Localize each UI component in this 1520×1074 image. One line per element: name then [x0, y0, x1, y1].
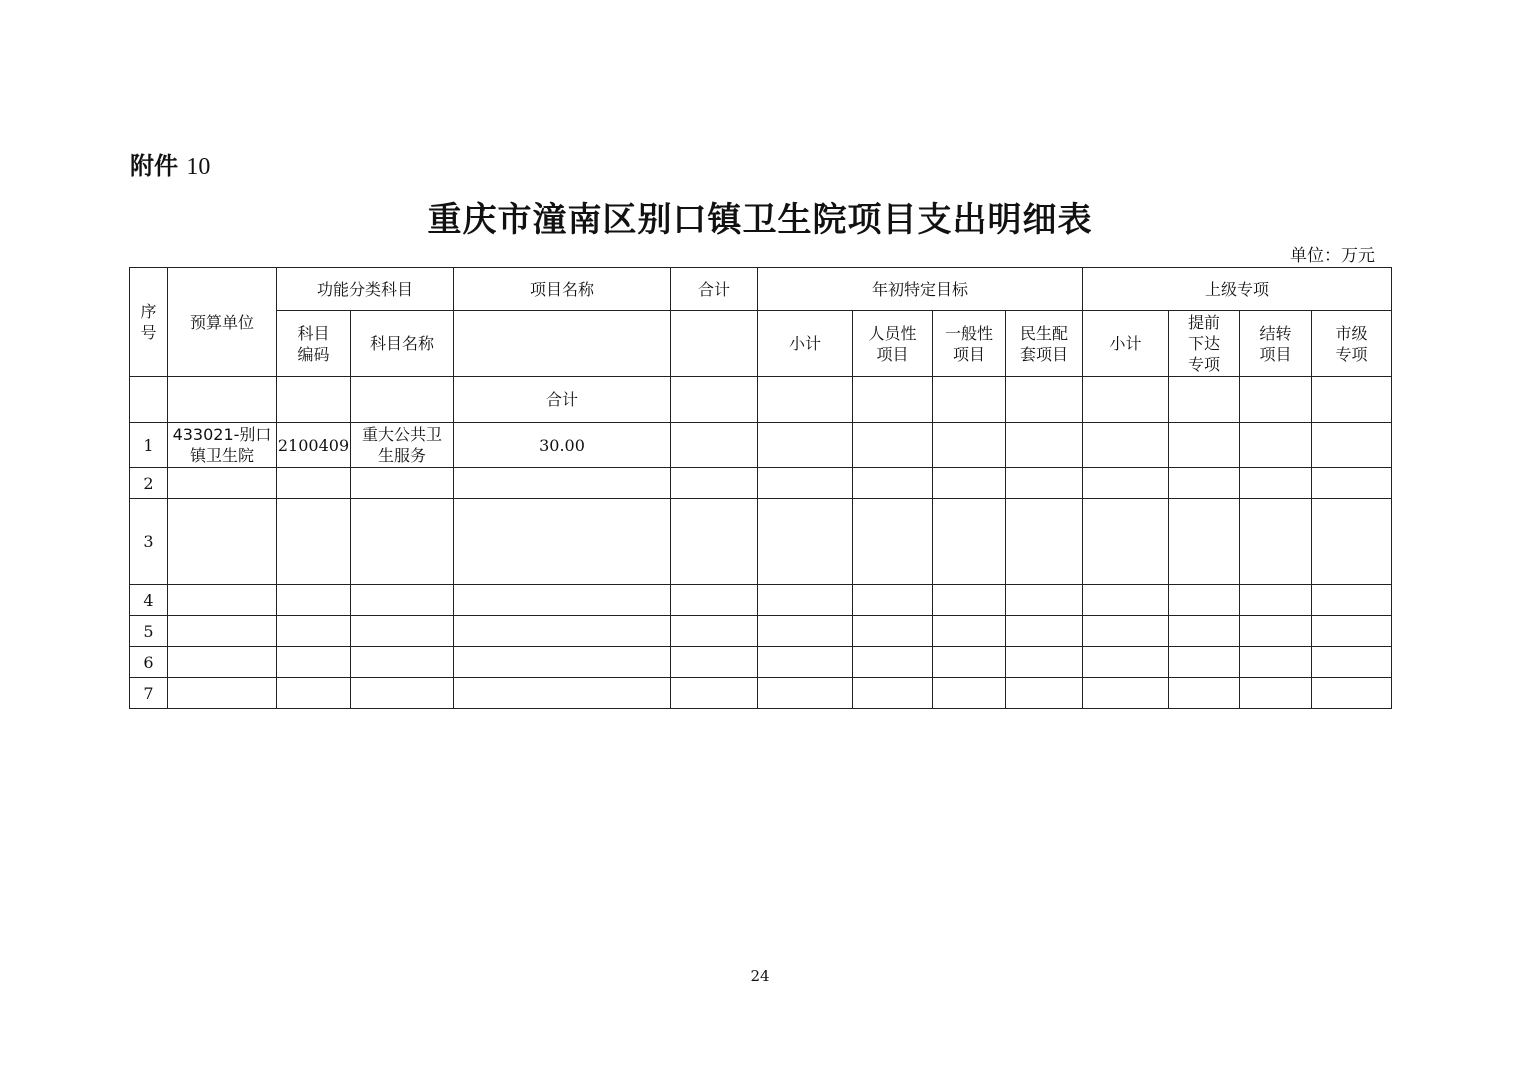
header-total: 合计 [671, 268, 758, 311]
header-project-name-blank [454, 311, 671, 377]
table-cell [933, 678, 1006, 709]
table-cell [1169, 377, 1240, 423]
table-cell [1312, 678, 1392, 709]
table-cell [1083, 423, 1169, 468]
header-sup-subtotal: 小计 [1083, 311, 1169, 377]
table-cell [1083, 499, 1169, 585]
table-cell [758, 377, 853, 423]
table-cell [1312, 423, 1392, 468]
table-cell [933, 468, 1006, 499]
row-budget-unit [168, 647, 277, 678]
header-total-blank [671, 311, 758, 377]
table-row [130, 678, 1392, 709]
table-cell [1083, 647, 1169, 678]
table-cell [758, 678, 853, 709]
table-cell [1006, 468, 1083, 499]
table-cell [1312, 616, 1392, 647]
row-subject-name [351, 616, 454, 647]
table-cell [1006, 616, 1083, 647]
table-cell [1006, 499, 1083, 585]
attachment-prefix: 附件 [130, 152, 178, 180]
row-subject-code [277, 678, 351, 709]
table-cell [1083, 616, 1169, 647]
row-subject-code [277, 468, 351, 499]
page-title: 重庆市潼南区别口镇卫生院项目支出明细表 [427, 200, 1093, 240]
row-subject-code [277, 585, 351, 616]
table-row [130, 468, 1392, 499]
table-row [130, 647, 1392, 678]
table-cell [933, 377, 1006, 423]
header-personnel: 人员性 项目 [853, 311, 933, 377]
row-project [454, 678, 671, 709]
table-cell [130, 377, 168, 423]
header-func-class: 功能分类科目 [277, 268, 454, 311]
total-row-label: 合计 [454, 377, 671, 423]
table-cell [933, 647, 1006, 678]
table-cell [853, 499, 933, 585]
table-cell [1240, 616, 1312, 647]
header-advance: 提前 下达 专项 [1169, 311, 1240, 377]
table-cell [853, 423, 933, 468]
table-cell [1169, 678, 1240, 709]
table-cell [853, 468, 933, 499]
table-cell [1006, 585, 1083, 616]
table-cell [758, 468, 853, 499]
row-budget-unit [168, 499, 277, 585]
table-cell [1312, 647, 1392, 678]
row-subject-code [277, 499, 351, 585]
table-cell [758, 616, 853, 647]
table-cell [1240, 423, 1312, 468]
table-cell [671, 468, 758, 499]
table-cell [1240, 647, 1312, 678]
table-cell [1169, 423, 1240, 468]
table-cell [1006, 647, 1083, 678]
table-cell [1169, 468, 1240, 499]
row-project [454, 499, 671, 585]
table-cell [933, 423, 1006, 468]
row-budget-unit [168, 678, 277, 709]
expenditure-table [129, 267, 1392, 709]
row-subject-name [351, 678, 454, 709]
row-budget-unit [168, 616, 277, 647]
header-seq: 序 号 [130, 268, 168, 377]
row-subject-name [351, 499, 454, 585]
table-cell [671, 616, 758, 647]
table-cell [671, 377, 758, 423]
row-subject-code [277, 647, 351, 678]
row-seq: 1 [130, 423, 168, 468]
table-cell [1240, 377, 1312, 423]
table-cell [1312, 377, 1392, 423]
table-cell [853, 647, 933, 678]
row-subject-name: 重大公共卫 生服务 [351, 423, 454, 468]
attachment-number: 10 [186, 154, 211, 180]
header-budget-unit: 预算单位 [168, 268, 277, 377]
table-cell [1083, 468, 1169, 499]
header-subject-code: 科目 编码 [277, 311, 351, 377]
row-subject-name [351, 647, 454, 678]
header-annual-target: 年初特定目标 [758, 268, 1083, 311]
row-subject-code [277, 616, 351, 647]
table-cell [671, 423, 758, 468]
table-cell [1083, 678, 1169, 709]
table-cell [758, 499, 853, 585]
table-cell [1240, 678, 1312, 709]
header-livelihood: 民生配 套项目 [1006, 311, 1083, 377]
table-cell [853, 616, 933, 647]
header-superior: 上级专项 [1083, 268, 1392, 311]
row-project [454, 468, 671, 499]
table-cell [671, 678, 758, 709]
table-cell [1006, 377, 1083, 423]
table-cell [1169, 616, 1240, 647]
table-cell [758, 423, 853, 468]
header-carryover: 结转 项目 [1240, 311, 1312, 377]
table-cell [671, 647, 758, 678]
unit-label: 单位：万元 [1290, 246, 1375, 266]
row-seq: 3 [130, 499, 168, 585]
header-subtotal: 小计 [758, 311, 853, 377]
table-cell [1240, 499, 1312, 585]
table-cell [168, 377, 277, 423]
row-seq: 2 [130, 468, 168, 499]
table-cell [853, 377, 933, 423]
row-subject-name [351, 585, 454, 616]
table-row [130, 585, 1392, 616]
table-cell [671, 499, 758, 585]
table-cell [1083, 377, 1169, 423]
table-cell [758, 585, 853, 616]
attachment-label [130, 146, 210, 181]
row-project [454, 585, 671, 616]
header-general: 一般性 项目 [933, 311, 1006, 377]
row-budget-unit: 433021-别口 镇卫生院 [168, 423, 277, 468]
header-municipal: 市级 专项 [1312, 311, 1392, 377]
table-cell [758, 647, 853, 678]
row-subject-name [351, 468, 454, 499]
row-seq: 4 [130, 585, 168, 616]
table-cell [1006, 678, 1083, 709]
table-row [130, 499, 1392, 585]
table-cell [1240, 468, 1312, 499]
table-cell [1006, 423, 1083, 468]
row-seq: 7 [130, 678, 168, 709]
table-cell [1083, 585, 1169, 616]
total-row [130, 377, 1392, 423]
table-row [130, 616, 1392, 647]
table-cell [1169, 647, 1240, 678]
table-cell [853, 585, 933, 616]
row-project: 30.00 [454, 423, 671, 468]
table-cell [853, 678, 933, 709]
row-budget-unit [168, 468, 277, 499]
page-number: 24 [750, 967, 770, 985]
table-row [130, 423, 1392, 468]
row-seq: 6 [130, 647, 168, 678]
table-cell [1312, 499, 1392, 585]
table-cell [671, 585, 758, 616]
row-seq: 5 [130, 616, 168, 647]
table-cell [277, 377, 351, 423]
header-project-name: 项目名称 [454, 268, 671, 311]
row-subject-code: 2100409 [277, 423, 351, 468]
row-budget-unit [168, 585, 277, 616]
table-cell [1240, 585, 1312, 616]
table-cell [1312, 468, 1392, 499]
table-cell [1312, 585, 1392, 616]
table-cell [933, 616, 1006, 647]
header-subject-name: 科目名称 [351, 311, 454, 377]
table-cell [1169, 585, 1240, 616]
row-project [454, 616, 671, 647]
table-cell [933, 499, 1006, 585]
table-cell [1169, 499, 1240, 585]
table-cell [351, 377, 454, 423]
row-project [454, 647, 671, 678]
table-cell [933, 585, 1006, 616]
